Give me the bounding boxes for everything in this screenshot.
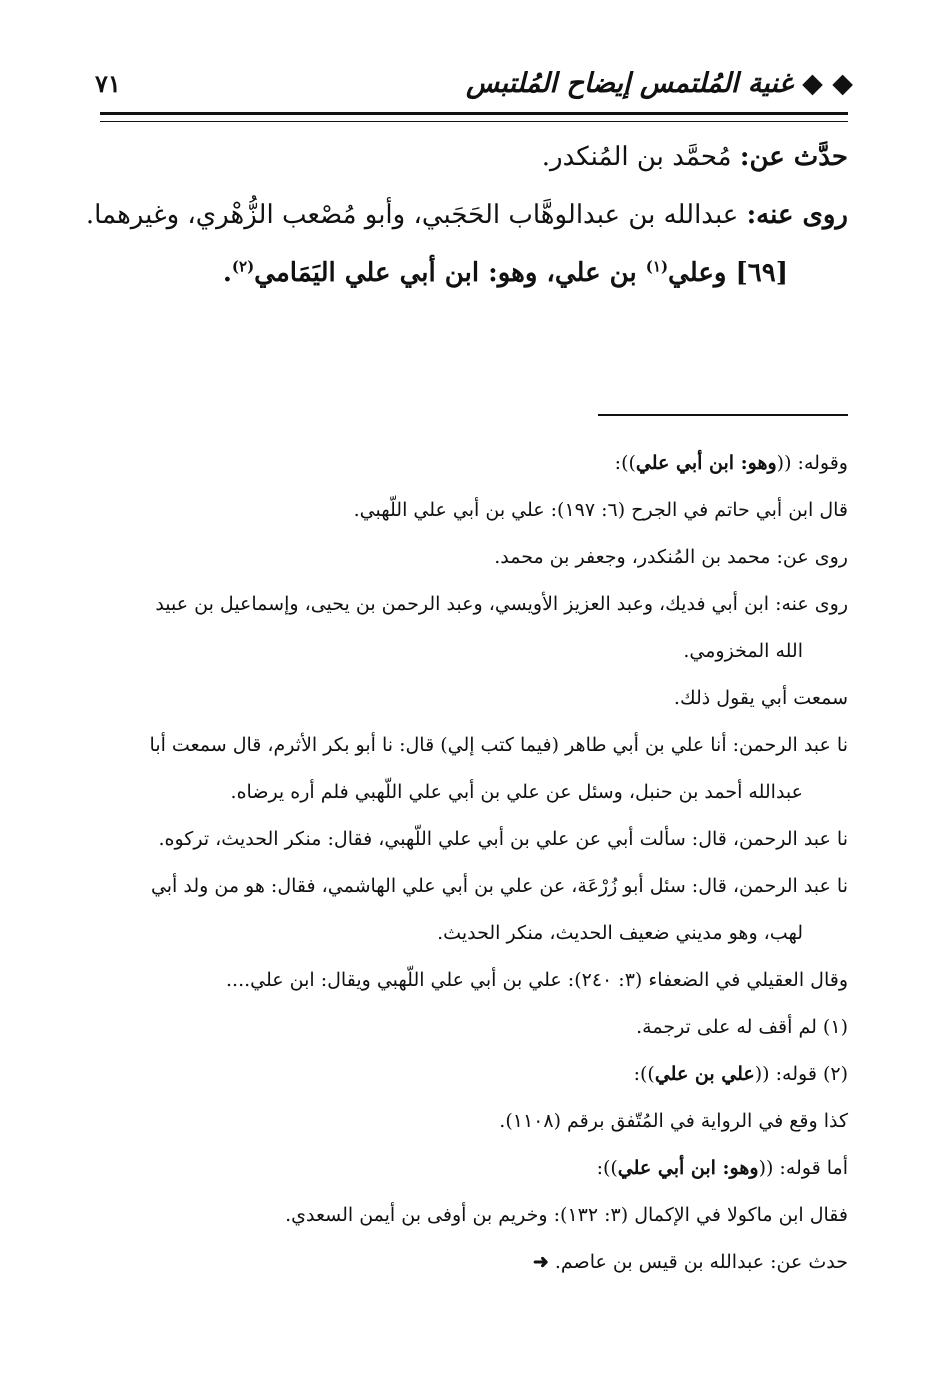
note-bold: علي بن علي [654, 1063, 755, 1085]
note-line: روى عنه: ابن أبي فديك، وعبد العزيز الأويسي، وعبد الرحمن بن يحيى، وإسماعيل بن عبيد [155, 593, 848, 615]
narrated-from-label: حدَّث عن: [739, 142, 848, 172]
continue-arrow-icon: ➜ [532, 1251, 549, 1273]
entry-69-name: بن علي، وهو: ابن أبي علي اليَمَامي [254, 258, 646, 288]
note-line [80, 1239, 848, 1286]
note-line: وقال العقيلي في الضعفاء (٣: ٢٤٠): علي بن أبي علي اللّهبي ويقال: ابن علي.... [225, 969, 848, 991]
note-line: قال ابن أبي حاتم في الجرح (٦: ١٩٧): علي بن أبي علي اللّهبي. [353, 499, 848, 521]
running-title: ◆ ◆ غنية المُلتمس إيضاح المُلتبس [466, 67, 853, 99]
narrated-by-label: روى عنه: [746, 200, 848, 230]
narrated-by-paragraph [80, 186, 848, 244]
note-line: نا عبد الرحمن، قال: سألت أبي عن علي بن أبي علي اللّهبي، فقال: منكر الحديث، تركوه. [158, 828, 848, 850]
footnote-2 [80, 1051, 848, 1098]
note-text: )): [614, 452, 636, 474]
note-line-continued: الله المخزومي. [683, 640, 803, 662]
footnote-1: (١) لم أقف له على ترجمة. [636, 1016, 848, 1038]
footnote-ref-2[interactable]: (٢) [231, 257, 255, 276]
note-bold: وهو: ابن أبي علي [617, 1157, 759, 1179]
note-line [80, 1145, 848, 1192]
entry-69 [80, 244, 848, 302]
footnote-ref-1[interactable]: (١) [645, 257, 669, 276]
page-number: ٧١ [95, 68, 121, 98]
note-line: نا عبد الرحمن: أنا علي بن أبي طاهر (فيما كتب إلي) قال: نا أبو بكر الأثرم، قال سمعت أبا [149, 734, 848, 756]
narrated-from-text: مُحمَّد بن المُنكدر. [541, 142, 740, 172]
note-text: حدث عن: عبدالله بن قيس بن عاصم. [554, 1251, 848, 1273]
note-text: أما قوله: (( [758, 1157, 848, 1179]
note-line-continued: لهب، وهو مديني ضعيف الحديث، منكر الحديث. [437, 922, 803, 944]
footnotes [80, 440, 848, 1286]
note-line: نا عبد الرحمن، قال: سئل أبو زُرْعَة، عن علي بن أبي علي الهاشمي، فقال: هو من ولد أبي [150, 875, 848, 897]
narrated-by-text: عبدالله بن عبدالوهَّاب الحَجَبي، وأبو مُصْعب الزُّهْري، وغيرهما. [85, 200, 747, 230]
note-text: وقوله: (( [776, 452, 848, 474]
note-text: )): [596, 1157, 618, 1179]
footnote-divider [598, 414, 848, 416]
main-text [80, 128, 848, 302]
page-header [95, 58, 853, 108]
narrated-from-paragraph [80, 128, 848, 186]
entry-69-number: [٦٩] وعلي [668, 258, 788, 288]
note-text: (٢) قوله: (( [754, 1063, 848, 1085]
note-line: فقال ابن ماكولا في الإكمال (٣: ١٣٢): وخريم بن أوفى بن أيمن السعدي. [285, 1204, 848, 1226]
note-line: سمعت أبي يقول ذلك. [673, 687, 848, 709]
note-text: )): [633, 1063, 655, 1085]
note-line-continued: عبدالله أحمد بن حنبل، وسئل عن علي بن أبي علي اللّهبي فلم أره يرضاه. [230, 781, 803, 803]
note-line [80, 440, 848, 487]
note-bold: وهو: ابن أبي علي [635, 452, 777, 474]
entry-69-end: . [222, 258, 232, 288]
note-line: كذا وقع في الرواية في المُتّفق برقم (١١٠٨). [499, 1110, 848, 1132]
note-line: روى عن: محمد بن المُنكدر، وجعفر بن محمد. [494, 546, 848, 568]
header-divider [100, 112, 848, 122]
